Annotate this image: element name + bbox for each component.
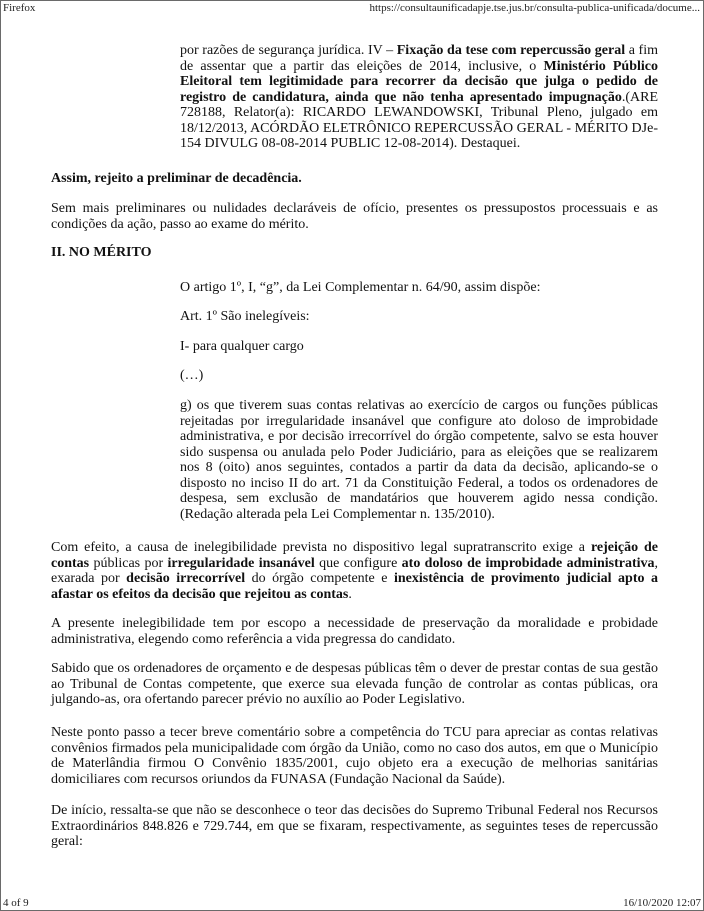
- text-run: De início, ressalta-se que não se desconhece o teor das decisões do Supremo Tribunal Federal nos Recursos Extraordinários 848.826 e 729.744, em que se fixaram, respectivamente, as seguintes teses de repercussão geral:: [51, 803, 658, 849]
- text-run: a fim de assentar que a partir das eleições de 2014, inclusive, o: [180, 43, 658, 74]
- text-run: , exarada por: [51, 555, 659, 586]
- text-run: g) os que tiverem suas contas relativas ao exercício de cargos ou funções públicas rejeitadas por irregularidade insanável que configure ato doloso de improbidade administrativa, e por decisão irrecorrível do órgão competente, salvo se esta houver sido suspensa ou anulada pelo Poder Judiciário, para as eleições que se realizarem nos 8 (oito) anos seguintes, contados a partir da data da decisão, aplicando-se o disposto no inciso II do art. 71 da Constituição Federal, a todos os ordenadores de despesa, sem exclusão de mandatários que houverem agido nessa condição. (Redação alterada pela Lei Complementar n. 135/2010).: [180, 398, 658, 522]
- paragraph-accountability: [51, 661, 658, 708]
- jurisprudence-quote: [180, 43, 658, 152]
- bold-text-run: inexistência de provimento judicial apto a afastar os efeitos da decisão que rejeitou as contas: [51, 571, 658, 602]
- text-run: O artigo 1º, I, “g”, da Lei Complementar n. 64/90, assim dispõe:: [180, 280, 541, 295]
- document-url: https://consultaunificadapje.tse.jus.br/consulta-publica-unificada/docume...: [369, 2, 700, 14]
- text-run: por razões de segurança jurídica. IV –: [180, 43, 397, 58]
- text-run: públicas por: [89, 555, 168, 571]
- bold-text-run: Ministério Público Eleitoral tem legitimidade para recorrer da decisão que julga o pedido de registro de candidatura, ainda que não tenha apresentado impugnação: [180, 58, 658, 105]
- law-ellipsis: [180, 368, 658, 384]
- bold-text-run: Fixação da tese com repercussão geral: [396, 43, 626, 58]
- law-intro: [180, 280, 658, 296]
- bold-text-run: rejeição de contas: [51, 540, 659, 571]
- law-paragraph-g: [180, 398, 658, 522]
- text-run: I- para qualquer cargo: [180, 339, 304, 354]
- text-run: Sabido que os ordenadores de orçamento e de despesas públicas têm o dever de prestar contas de sua gestão ao Tribunal de Contas competente, que exerce sua elevada função de controlar as contas públicas, ora julgando-as, ora ofertando parecer prévio no auxílio ao Poder Legislativo.: [51, 661, 658, 707]
- paragraph-tcu-competence: [51, 725, 658, 787]
- text-run: do órgão competente e: [245, 571, 394, 586]
- text-run: Sem mais preliminares ou nulidades declaráveis de ofício, presentes os pressupostos processuais e as condições da ação, passo ao exame do mérito.: [51, 201, 658, 232]
- paragraph-stf-decisions: [51, 803, 658, 850]
- text-run: que configure: [314, 555, 402, 571]
- text-run: .(ARE 728188, Relator(a): RICARDO LEWANDOWSKI, Tribunal Pleno, julgado em 18/12/2013, ACÓRDÃO ELETRÔNICO REPERCUSSÃO GERAL - MÉRITO DJe-154 DIVULG 08-08-2014 PUBLIC 12-08-2014). Destaquei.: [180, 89, 658, 151]
- section-heading-merit: [51, 245, 658, 261]
- text-run: .: [348, 586, 352, 602]
- text-run: (…): [180, 368, 204, 383]
- browser-app-name: Firefox: [3, 2, 36, 14]
- text-run: Com efeito, a causa de inelegibilidade prevista no dispositivo legal supratranscrito exige a: [51, 540, 591, 555]
- paragraph-no-preliminaries: [51, 201, 658, 232]
- preliminary-rejection: [51, 171, 658, 187]
- page-indicator: 4 of 9: [3, 897, 29, 909]
- bold-text-run: II. NO MÉRITO: [51, 245, 152, 260]
- bold-text-run: Assim, rejeito a preliminar de decadência.: [51, 171, 302, 186]
- paragraph-morality: [51, 616, 658, 647]
- text-run: Art. 1º São inelegíveis:: [180, 309, 310, 324]
- bold-text-run: decisão irrecorrível: [126, 571, 246, 586]
- print-timestamp: 16/10/2020 12:07: [623, 897, 701, 909]
- text-run: Neste ponto passo a tecer breve comentário sobre a competência do TCU para apreciar as contas relativas convênios firmados pela municipalidade com órgão da União, como no caso dos autos, em que o Município de Materlândia firmou O Convênio 1835/2001, cujo objeto era a execução de melhorias sanitárias domiciliares com recursos oriundos da FUNASA (Fundação Nacional da Saúde).: [51, 725, 658, 787]
- bold-text-run: irregularidade insanável: [167, 555, 315, 571]
- law-item: [180, 339, 658, 355]
- bold-text-run: ato doloso de improbidade administrativa: [401, 555, 655, 571]
- paragraph-ineligibility-cause: [51, 540, 658, 602]
- law-article: [180, 309, 658, 325]
- text-run: A presente inelegibilidade tem por escopo a necessidade de preservação da moralidade e probidade administrativa, elegendo como referência a vida pregressa do candidato.: [51, 616, 658, 647]
